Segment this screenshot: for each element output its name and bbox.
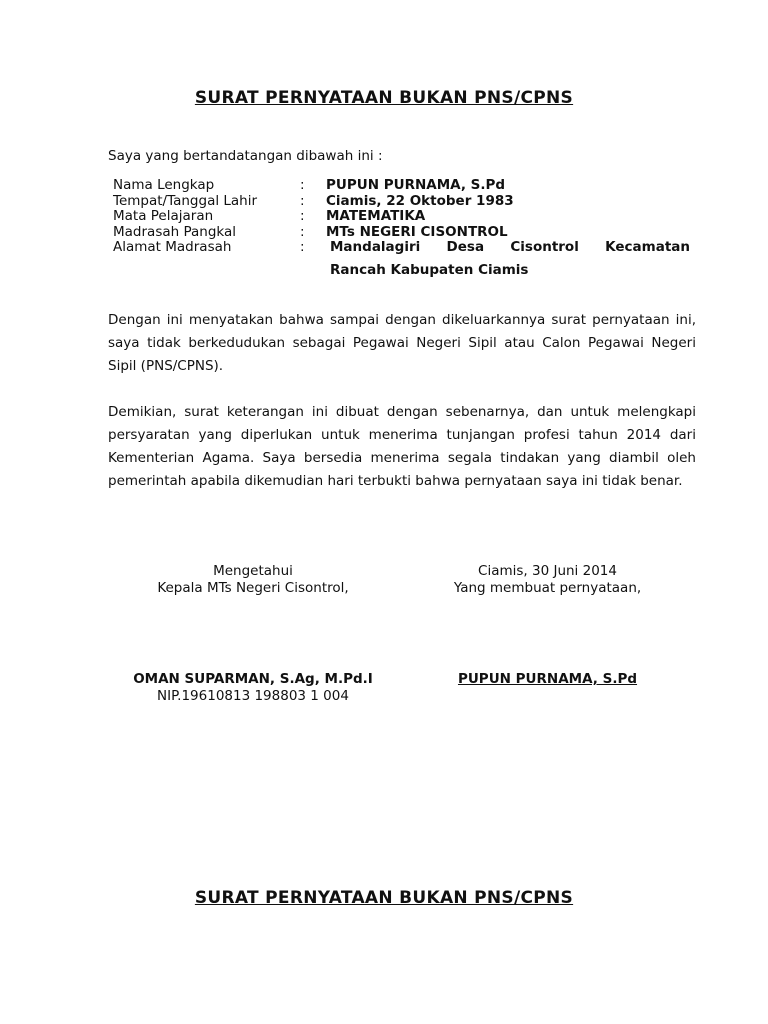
field-colon: : (300, 239, 305, 255)
document-title-repeat: SURAT PERNYATAAN BUKAN PNS/CPNS (194, 888, 574, 908)
signer-left-nip: NIP.19610813 198803 1 004 (157, 688, 349, 704)
signer-right-name: PUPUN PURNAMA, S.Pd (457, 671, 638, 687)
statement-paragraph: Dengan ini menyatakan bahwa sampai dengan dikeluarkannya surat pernyataan ini, saya tidak berkedudukan sebagai Pegawai Negeri Sipil atau Calon Pegawai Negeri Sipil (PNS/CPNS). (108, 312, 696, 374)
field-row-alamat (113, 240, 690, 256)
field-value: PUPUN PURNAMA, S.Pd (326, 177, 506, 193)
field-value: MTs NEGERI CISONTROL (326, 223, 508, 240)
field-label: Tempat/Tanggal Lahir (113, 192, 258, 209)
field-value: MATEMATIKA (326, 208, 426, 224)
signature-block-right (400, 563, 695, 597)
field-row-nama (113, 178, 690, 194)
field-row-ttl (113, 194, 690, 210)
field-label: Mata Pelajaran (113, 208, 214, 224)
closing-paragraph: Demikian, surat keterangan ini dibuat dengan sebenarnya, dan untuk melengkapi persyaratan yang diperlukan untuk menerima tunjangan profesi tahun 2014 dari Kementerian Agama. Saya bersedia menerima segala tindakan yang diambil oleh pemerintah apabila dikemudian hari terbukti bahwa pernyataan saya ini tidak benar. (108, 404, 696, 489)
signature-left-line2: Kepala MTs Negeri Cisontrol, (157, 580, 349, 596)
field-label: Alamat Madrasah (113, 239, 232, 255)
field-value: Mandalagiri Desa Cisontrol Kecamatan (330, 239, 690, 255)
field-colon: : (300, 192, 305, 209)
signature-right-line2: Yang membuat pernyataan, (453, 580, 642, 596)
field-label: Nama Lengkap (113, 177, 215, 193)
field-colon: : (300, 223, 305, 240)
signature-left-line1: Mengetahui (213, 563, 293, 579)
field-row-madrasah (113, 225, 690, 241)
address-line-2: Rancah Kabupaten Ciamis (330, 262, 529, 278)
field-value: Ciamis, 22 Oktober 1983 (326, 192, 514, 209)
signature-block-left (108, 563, 398, 597)
identity-fields (113, 178, 690, 256)
field-colon: : (300, 208, 305, 224)
document-title: SURAT PERNYATAAN BUKAN PNS/CPNS (194, 88, 574, 108)
field-label: Madrasah Pangkal (113, 223, 237, 240)
field-row-mapel (113, 209, 690, 225)
field-colon: : (300, 177, 305, 193)
intro-text: Saya yang bertandatangan dibawah ini : (108, 148, 383, 164)
signature-right-line1: Ciamis, 30 Juni 2014 (478, 563, 617, 579)
signer-left-name: OMAN SUPARMAN, S.Ag, M.Pd.I (133, 671, 373, 687)
